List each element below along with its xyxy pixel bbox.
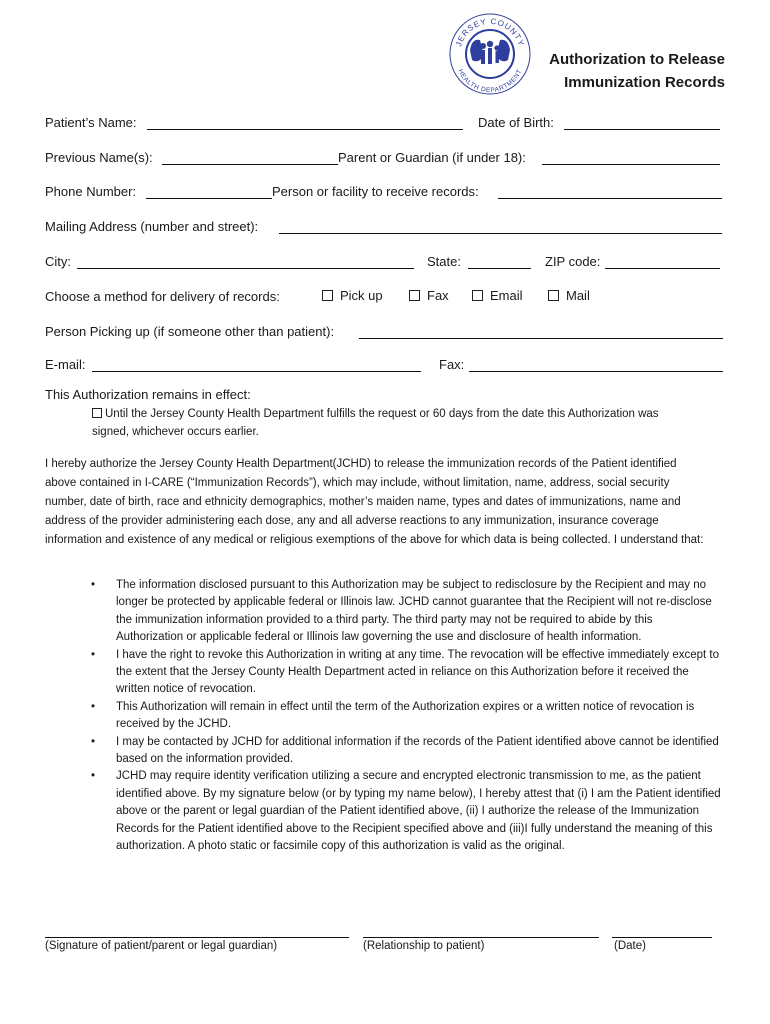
delivery-option-email[interactable]: Email — [472, 288, 523, 304]
guardian-field[interactable] — [542, 164, 720, 165]
hands-family-icon — [448, 12, 532, 96]
checkbox-icon[interactable] — [322, 290, 333, 301]
delivery-label: Choose a method for delivery of records: — [45, 289, 280, 304]
zip-label: ZIP code: — [545, 254, 601, 269]
patient-name-field[interactable] — [147, 129, 463, 130]
city-label: City: — [45, 254, 71, 269]
checkbox-icon[interactable] — [92, 408, 102, 418]
svg-text:HEALTH DEPARTMENT: HEALTH DEPARTMENT — [456, 68, 524, 95]
svg-text:JERSEY COUNTY: JERSEY COUNTY — [454, 16, 526, 48]
state-label: State: — [427, 254, 461, 269]
list-item: • I may be contacted by JCHD for additional information if the records of the Patient identified above cannot be identified based on the information provided. — [91, 734, 721, 769]
phone-field[interactable] — [146, 198, 272, 199]
patient-name-label: Patient’s Name: — [45, 115, 137, 130]
previous-names-field[interactable] — [162, 164, 338, 165]
date-field[interactable] — [612, 937, 712, 938]
checkbox-icon[interactable] — [548, 290, 559, 301]
jchd-logo — [448, 12, 532, 96]
signature-label: (Signature of patient/parent or legal guardian) — [45, 940, 278, 952]
fax-field[interactable] — [469, 371, 723, 372]
city-field[interactable] — [77, 268, 414, 269]
effect-option[interactable]: Until the Jersey County Health Department fulfills the request or 60 days from the date this Authorization was signed, whichever occurs earlier. — [92, 408, 659, 438]
phone-label: Phone Number: — [45, 184, 137, 199]
state-field[interactable] — [468, 268, 531, 269]
checkbox-icon[interactable] — [472, 290, 483, 301]
relationship-label: (Relationship to patient) — [363, 940, 485, 952]
zip-field[interactable] — [605, 268, 720, 269]
relationship-field[interactable] — [363, 937, 599, 938]
delivery-option-fax[interactable]: Fax — [409, 288, 449, 304]
signature-field[interactable] — [45, 937, 349, 938]
recipient-field[interactable] — [498, 198, 722, 199]
person-picking-label: Person Picking up (if someone other than patient): — [45, 324, 335, 339]
title-line-1: Authorization to Release — [549, 51, 725, 68]
checkbox-icon[interactable] — [409, 290, 420, 301]
recipient-label: Person or facility to receive records: — [272, 184, 479, 199]
effect-label: This Authorization remains in effect: — [45, 387, 251, 402]
understanding-list — [91, 577, 721, 856]
title-line-2: Immunization Records — [564, 74, 725, 91]
list-item: • The information disclosed pursuant to this Authorization may be subject to redisclosure by the Recipient and may no longer be protected by applicable federal or Illinois law. JCHD cannot guarantee that the Recipient will not re-disclose the immunization information provided to a third party. The third party may not be required to abide by this Authorization or applicable federal or Illinois law governing the use and disclosure of health information. — [91, 577, 721, 647]
authorization-paragraph: I hereby authorize the Jersey County Health Department(JCHD) to release the immunization records of the Patient identified above contained in I-CARE (“Immunization Records”), which may include, without limitation, name, address, social security number, date of birth, race and ethnicity demographics, mother’s maiden name, types and dates of immunizations, name and address of the provider administering each dose, any and all adverse reactions to any immunization, insurance coverage information and existence of any medical or religious exemptions of the above for which data is being collected. I understand that: — [45, 458, 704, 546]
list-item: • I have the right to revoke this Authorization in writing at any time. The revocation will be effective immediately except to the extent that the Jersey County Health Department acted in reliance on this Authorization before it received the written notice of revocation. — [91, 647, 721, 699]
mailing-address-field[interactable] — [279, 233, 722, 234]
dob-field[interactable] — [564, 129, 720, 130]
list-item: • This Authorization will remain in effect until the term of the Authorization expires or a written notice of revocation is received by the JCHD. — [91, 699, 721, 734]
mailing-address-label: Mailing Address (number and street): — [45, 219, 259, 234]
form-title — [549, 48, 725, 94]
delivery-option-mail[interactable]: Mail — [548, 288, 590, 304]
fax-label: Fax: — [439, 357, 465, 372]
list-item: • JCHD may require identity verification utilizing a secure and encrypted electronic transmission to me, as the patient identified above. By my signature below (or by typing my name below), I hereby attest that (i) I am the Patient identified above or the parent or legal guardian of the Patient identified above, (ii) I authorize the release of the Immunization Records for the Patient identified above to the Recipient specified above and (iii)I fully understand the meaning of this authorization. A photo static or facsimile copy of this authorization is valid as the original. — [91, 768, 721, 855]
email-field[interactable] — [92, 371, 421, 372]
email-label: E-mail: — [45, 357, 86, 372]
guardian-label: Parent or Guardian (if under 18): — [338, 150, 526, 165]
dob-label: Date of Birth: — [478, 115, 554, 130]
previous-names-label: Previous Name(s): — [45, 150, 153, 165]
delivery-option-pickup[interactable]: Pick up — [322, 288, 383, 304]
date-label: (Date) — [614, 940, 646, 952]
person-picking-field[interactable] — [359, 338, 723, 339]
